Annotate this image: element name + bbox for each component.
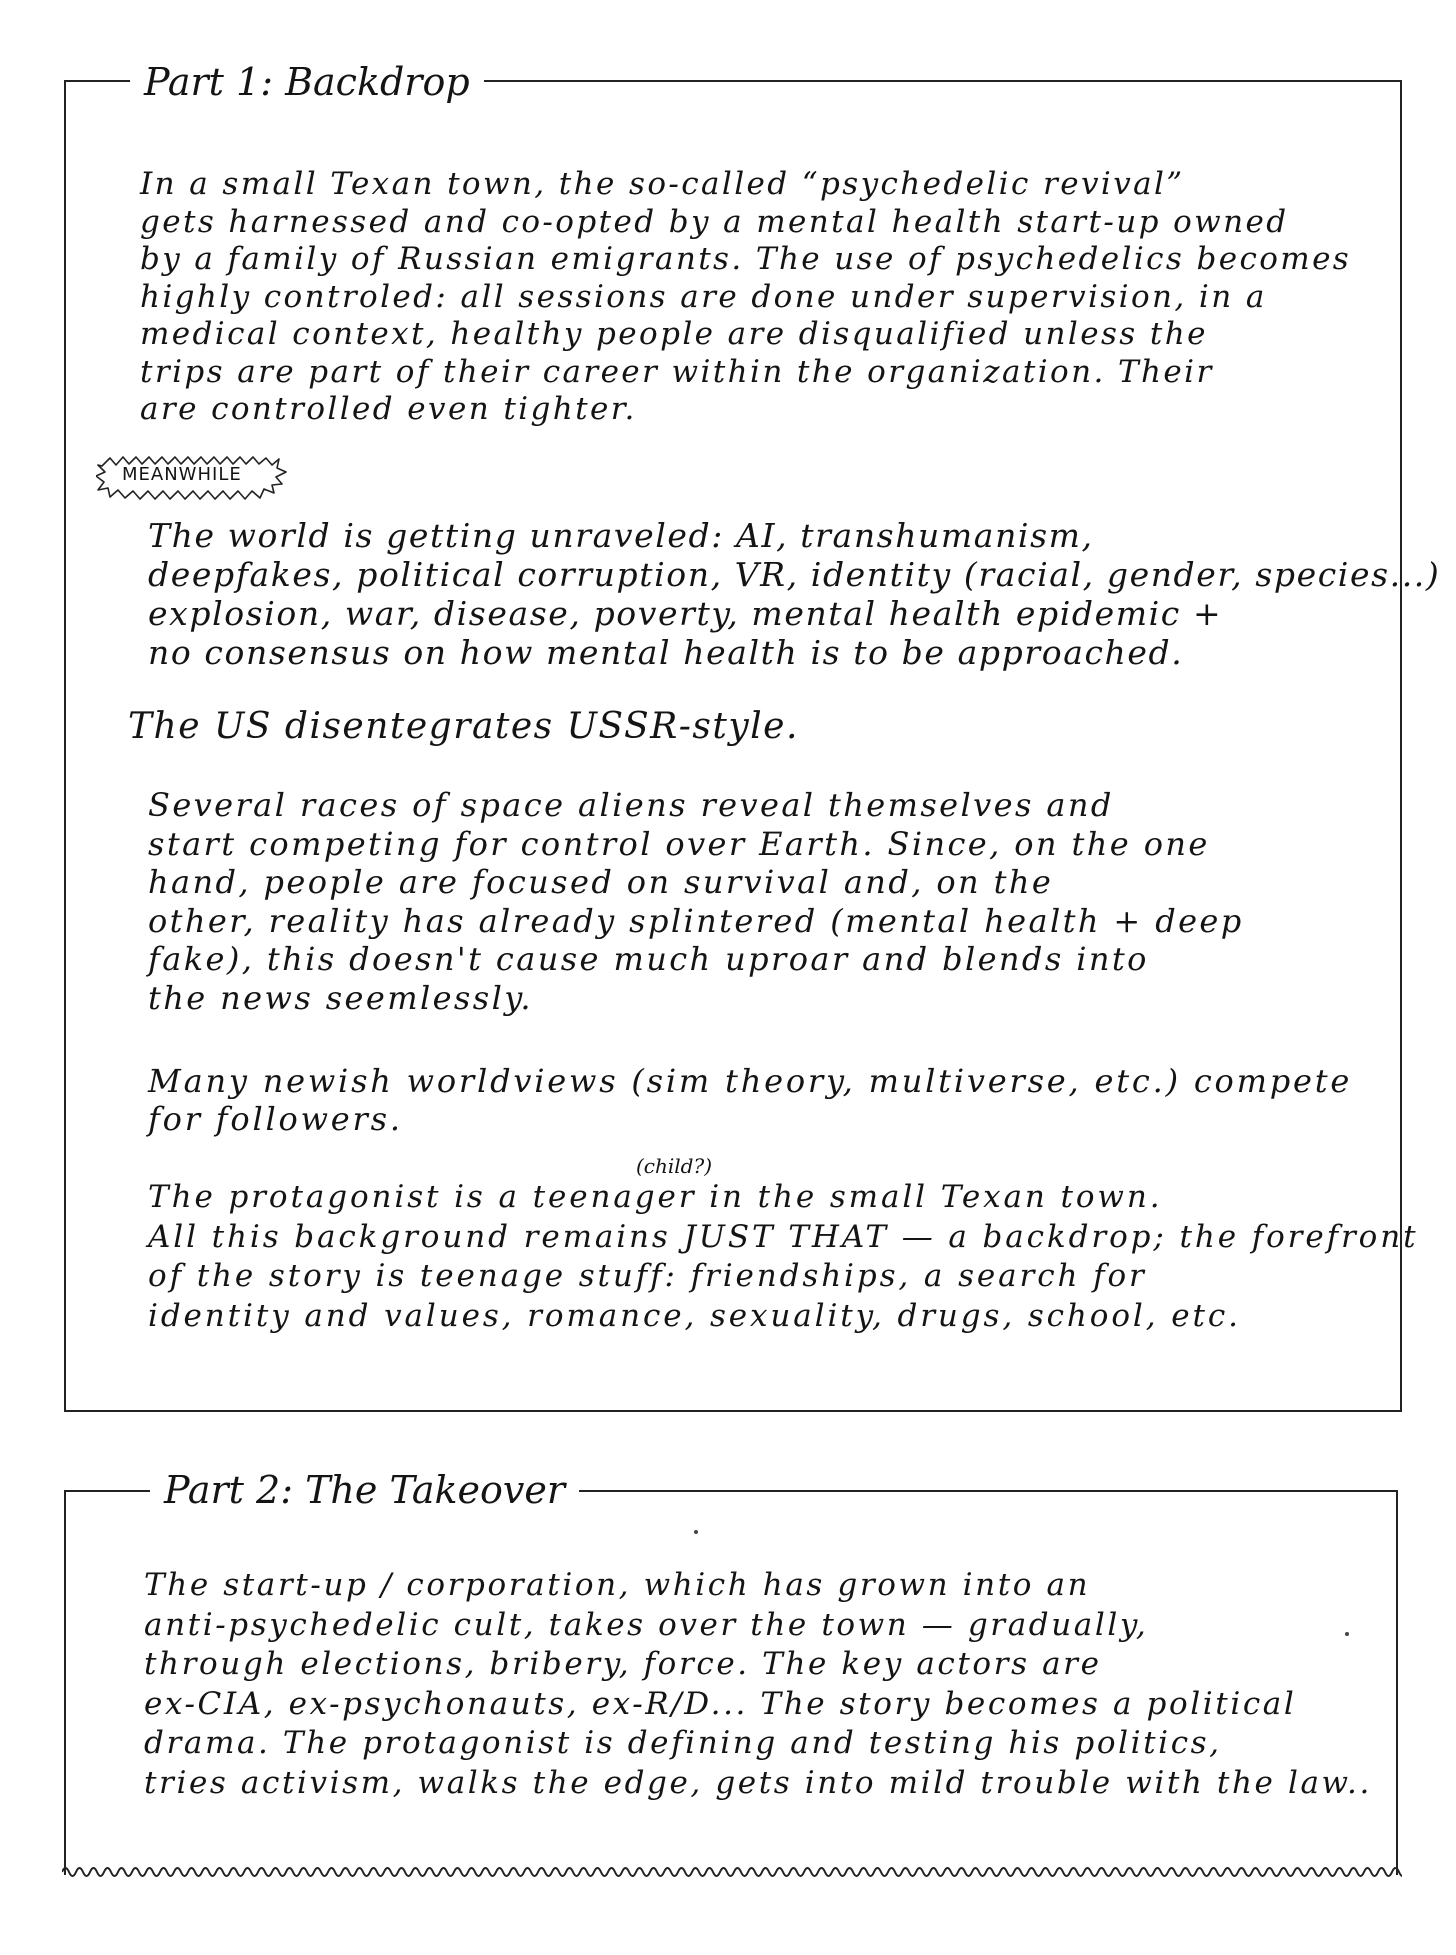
world-line: explosion, war, disease, poverty, mental health epidemic + xyxy=(148,594,1223,633)
takeover-line: The start-up / corporation, which has grown into an xyxy=(144,1567,1091,1603)
part-1-title: Part 1: Backdrop xyxy=(130,58,484,106)
intro-line: medical context, healthy people are disqualified unless the xyxy=(140,316,1208,352)
us-paragraph xyxy=(128,706,799,748)
aliens-line: fake), this doesn't cause much uproar and blends into xyxy=(148,940,1149,979)
takeover-paragraph xyxy=(144,1566,1372,1803)
worldviews-line: for followers. xyxy=(148,1100,403,1138)
torn-edge-wavy-line xyxy=(62,1862,1402,1882)
intro-paragraph xyxy=(140,166,1351,429)
protagonist-line: The protagonist is a teenager in the small Texan town. xyxy=(148,1179,1163,1215)
takeover-line: through elections, bribery, force. The key actors are xyxy=(144,1646,1102,1682)
part-2-title: Part 2: The Takeover xyxy=(150,1466,579,1514)
aliens-line: the news seemlessly. xyxy=(148,978,533,1017)
takeover-line: drama. The protagonist is defining and testing his politics, xyxy=(144,1725,1222,1761)
protagonist-line: All this background remains JUST THAT — a backdrop; the forefront xyxy=(148,1218,1419,1255)
meanwhile-label: MEANWHILE xyxy=(122,464,242,485)
us-line: The US disentegrates USSR-style. xyxy=(128,706,799,747)
intro-line: trips are part of their career within the organization. Their xyxy=(140,353,1214,390)
takeover-line: anti-psychedelic cult, takes over the town — gradually, xyxy=(144,1606,1149,1643)
aliens-line: Several races of space aliens reveal themselves and xyxy=(148,786,1114,824)
aliens-line: hand, people are focused on survival and, on the xyxy=(148,863,1054,902)
protagonist-paragraph xyxy=(148,1178,1418,1336)
worldviews-paragraph xyxy=(148,1062,1352,1138)
protagonist-line: identity and values, romance, sexuality, drugs, school, etc. xyxy=(148,1297,1241,1334)
child-annotation: (child?) xyxy=(636,1154,713,1178)
aliens-paragraph xyxy=(148,786,1244,1018)
intro-line: In a small Texan town, the so-called “psychedelic revival” xyxy=(140,166,1185,202)
takeover-line: tries activism, walks the edge, gets into mild trouble with the law.. xyxy=(144,1764,1372,1801)
worldviews-line: Many newish worldviews (sim theory, multiverse, etc.) compete xyxy=(148,1062,1353,1100)
world-line: no consensus on how mental health is to be approached. xyxy=(148,633,1184,672)
meanwhile-burst-badge xyxy=(96,456,296,500)
world-line: The world is getting unraveled: AI, transhumanism, xyxy=(148,516,1094,555)
world-paragraph xyxy=(148,516,1440,672)
aliens-line: other, reality has already splintered (mental health + deep xyxy=(148,901,1244,940)
aliens-line: start competing for control over Earth. Since, on the one xyxy=(148,824,1210,863)
protagonist-line: of the story is teenage stuff: friendships, a search for xyxy=(148,1258,1147,1294)
world-line: deepfakes, political corruption, VR, identity (racial, gender, species...) xyxy=(148,555,1441,594)
stray-dot xyxy=(694,1530,698,1534)
intro-line: by a family of Russian emigrants. The use of psychedelics becomes xyxy=(140,241,1352,277)
intro-line: gets harnessed and co-opted by a mental health start-up owned xyxy=(140,203,1289,240)
takeover-line: ex-CIA, ex-psychonauts, ex-R/D... The story becomes a political xyxy=(144,1685,1297,1722)
intro-line: highly controled: all sessions are done under supervision, in a xyxy=(140,278,1267,315)
intro-line: are controlled even tighter. xyxy=(140,391,637,427)
